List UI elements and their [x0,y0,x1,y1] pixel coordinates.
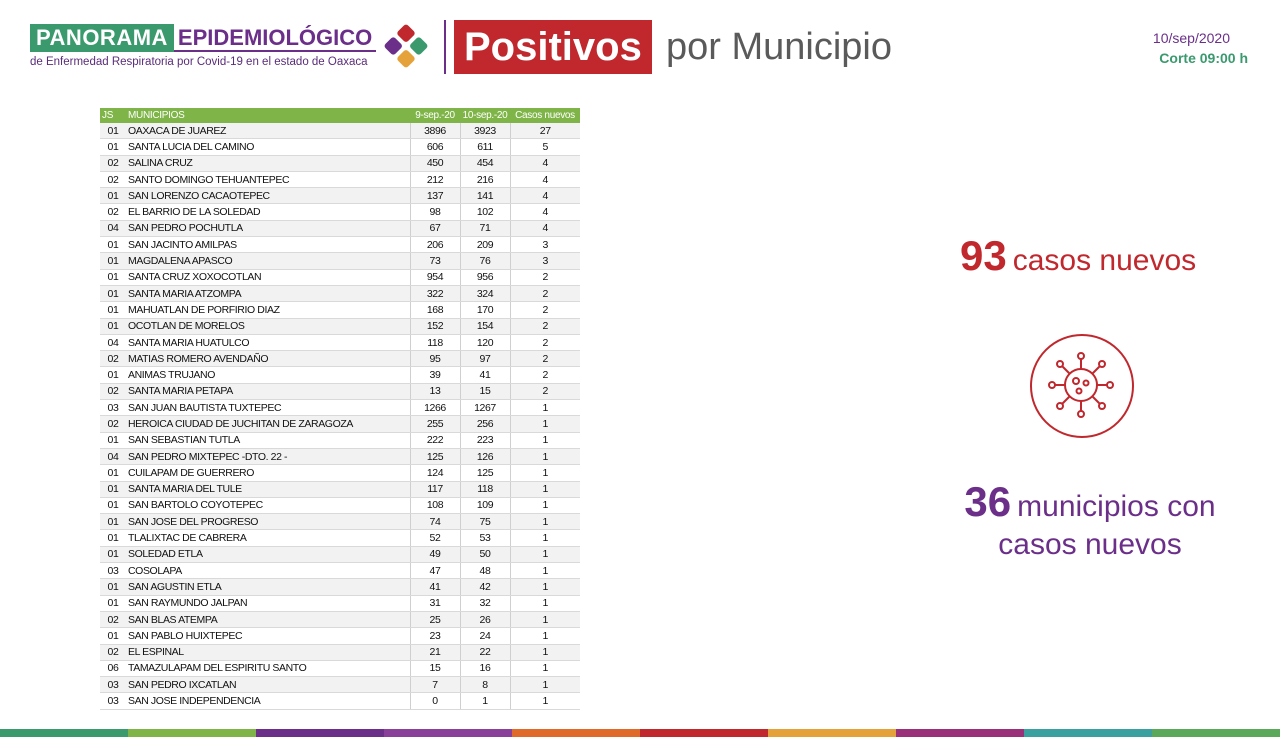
cell-municipio: SAN PABLO HUIXTEPEC [126,628,410,644]
cell-9-sep: 1266 [410,400,460,416]
cell-9-sep: 67 [410,220,460,236]
cell-casos-nuevos: 1 [510,677,580,693]
municipios-label-1: municipios con [1017,490,1216,523]
cell-9-sep: 124 [410,465,460,481]
cell-js: 01 [100,481,126,497]
table-row [100,269,580,285]
cell-municipio: TLALIXTAC DE CABRERA [126,530,410,546]
table-row [100,123,580,139]
cell-10-sep: 75 [460,514,510,530]
cell-10-sep: 454 [460,155,510,171]
stripe-segment [256,729,384,737]
virus-badge [1030,334,1134,438]
table-row [100,204,580,220]
cell-9-sep: 125 [410,448,460,464]
cell-casos-nuevos: 5 [510,139,580,155]
cell-casos-nuevos: 3 [510,253,580,269]
table-row [100,514,580,530]
cell-casos-nuevos: 4 [510,171,580,187]
cell-js: 01 [100,139,126,155]
cell-js: 06 [100,660,126,676]
cell-js: 03 [100,563,126,579]
cell-municipio: SAN BARTOLO COYOTEPEC [126,497,410,513]
new-cases-stat [960,232,1196,280]
cell-municipio: CUILAPAM DE GUERRERO [126,465,410,481]
municipios-table [100,108,580,710]
table-row [100,285,580,301]
cell-js: 02 [100,416,126,432]
table-row [100,579,580,595]
municipios-stat-line1 [930,478,1250,526]
table-row [100,383,580,399]
table-row [100,628,580,644]
cell-9-sep: 606 [410,139,460,155]
table-body [100,123,580,709]
brand-panorama: PANORAMA [30,24,174,52]
stripe-segment [768,729,896,737]
cell-js: 01 [100,123,126,139]
cell-js: 01 [100,432,126,448]
cell-10-sep: 16 [460,660,510,676]
cell-10-sep: 15 [460,383,510,399]
cell-9-sep: 41 [410,579,460,595]
cell-10-sep: 71 [460,220,510,236]
cell-casos-nuevos: 1 [510,465,580,481]
cell-casos-nuevos: 1 [510,563,580,579]
cell-9-sep: 450 [410,155,460,171]
stripe-segment [512,729,640,737]
cell-10-sep: 209 [460,237,510,253]
cell-9-sep: 108 [410,497,460,513]
cell-municipio: SANTA LUCIA DEL CAMINO [126,139,410,155]
cell-municipio: SAN SEBASTIAN TUTLA [126,432,410,448]
cell-casos-nuevos: 3 [510,237,580,253]
cell-casos-nuevos: 1 [510,416,580,432]
new-cases-label: casos nuevos [1012,244,1197,277]
header-js: JS [100,108,126,123]
cell-municipio: SAN JOSE DEL PROGRESO [126,514,410,530]
table-row [100,481,580,497]
stripe-segment [640,729,768,737]
cell-10-sep: 22 [460,644,510,660]
cell-9-sep: 23 [410,628,460,644]
cell-10-sep: 154 [460,318,510,334]
stripe-segment [0,729,128,737]
cell-9-sep: 31 [410,595,460,611]
cell-casos-nuevos: 1 [510,693,580,709]
table-row [100,660,580,676]
cell-10-sep: 76 [460,253,510,269]
table-row [100,237,580,253]
cell-js: 01 [100,595,126,611]
header-municipios: MUNICIPIOS [126,108,410,123]
cell-casos-nuevos: 2 [510,318,580,334]
cell-9-sep: 255 [410,416,460,432]
cell-municipio: SANTA MARIA ATZOMPA [126,285,410,301]
logo-icon [382,22,430,70]
cell-9-sep: 13 [410,383,460,399]
cell-municipio: SANTA MARIA HUATULCO [126,334,410,350]
cell-js: 02 [100,383,126,399]
table-row [100,644,580,660]
table-row [100,400,580,416]
cell-casos-nuevos: 1 [510,448,580,464]
cell-9-sep: 137 [410,188,460,204]
brand-subtitle: de Enfermedad Respiratoria por Covid-19 en el estado de Oaxaca [30,56,368,68]
cell-municipio: SAN LORENZO CACAOTEPEC [126,188,410,204]
cell-municipio: EL BARRIO DE LA SOLEDAD [126,204,410,220]
header-divider [444,20,446,74]
cell-municipio: OAXACA DE JUAREZ [126,123,410,139]
cell-casos-nuevos: 2 [510,367,580,383]
cell-10-sep: 26 [460,611,510,627]
cell-10-sep: 611 [460,139,510,155]
cell-9-sep: 73 [410,253,460,269]
cell-10-sep: 126 [460,448,510,464]
table-row [100,367,580,383]
header-9-sep: 9-sep.-20 [410,108,460,123]
cell-js: 03 [100,400,126,416]
header-casos-nuevos: Casos nuevos [510,108,580,123]
cell-9-sep: 212 [410,171,460,187]
table-row [100,448,580,464]
cell-10-sep: 170 [460,302,510,318]
cell-js: 01 [100,514,126,530]
cell-municipio: SALINA CRUZ [126,155,410,171]
cell-js: 03 [100,677,126,693]
cell-casos-nuevos: 1 [510,595,580,611]
cell-js: 02 [100,204,126,220]
cell-casos-nuevos: 1 [510,432,580,448]
cell-9-sep: 206 [410,237,460,253]
cell-municipio: MAGDALENA APASCO [126,253,410,269]
cell-municipio: SAN PEDRO MIXTEPEC -DTO. 22 - [126,448,410,464]
cell-9-sep: 39 [410,367,460,383]
cell-9-sep: 47 [410,563,460,579]
cell-js: 01 [100,302,126,318]
cell-9-sep: 21 [410,644,460,660]
cell-10-sep: 1267 [460,400,510,416]
cell-casos-nuevos: 4 [510,204,580,220]
brand-title [30,24,376,52]
cell-casos-nuevos: 2 [510,285,580,301]
table-row [100,595,580,611]
cell-casos-nuevos: 1 [510,400,580,416]
cell-9-sep: 322 [410,285,460,301]
cell-9-sep: 3896 [410,123,460,139]
cell-9-sep: 7 [410,677,460,693]
cell-js: 03 [100,693,126,709]
cell-js: 01 [100,285,126,301]
table-row [100,318,580,334]
cell-9-sep: 117 [410,481,460,497]
municipios-stat [930,478,1250,562]
cell-municipio: SANTO DOMINGO TEHUANTEPEC [126,171,410,187]
table-row [100,188,580,204]
cell-9-sep: 98 [410,204,460,220]
cell-10-sep: 97 [460,351,510,367]
cell-casos-nuevos: 4 [510,188,580,204]
cell-js: 01 [100,367,126,383]
stripe-segment [384,729,512,737]
cell-10-sep: 32 [460,595,510,611]
cell-10-sep: 109 [460,497,510,513]
cell-js: 01 [100,579,126,595]
cell-municipio: SANTA MARIA DEL TULE [126,481,410,497]
municipios-number: 36 [964,478,1012,525]
cell-municipio: SANTA MARIA PETAPA [126,383,410,399]
cell-9-sep: 74 [410,514,460,530]
cell-municipio: SAN JACINTO AMILPAS [126,237,410,253]
table-row [100,334,580,350]
table-header-row [100,108,580,123]
table-row [100,677,580,693]
cell-10-sep: 216 [460,171,510,187]
cell-casos-nuevos: 1 [510,497,580,513]
cell-9-sep: 0 [410,693,460,709]
municipios-table-container [100,108,580,710]
cell-9-sep: 25 [410,611,460,627]
table-row [100,220,580,236]
cell-9-sep: 222 [410,432,460,448]
cell-10-sep: 53 [460,530,510,546]
table-row [100,155,580,171]
cell-municipio: OCOTLAN DE MORELOS [126,318,410,334]
title-positivos: Positivos [454,20,652,74]
cell-10-sep: 24 [460,628,510,644]
cell-municipio: TAMAZULAPAM DEL ESPIRITU SANTO [126,660,410,676]
cell-10-sep: 50 [460,546,510,562]
cell-10-sep: 324 [460,285,510,301]
stripe-segment [1024,729,1152,737]
table-row [100,351,580,367]
cell-casos-nuevos: 1 [510,530,580,546]
cell-9-sep: 15 [410,660,460,676]
cell-10-sep: 102 [460,204,510,220]
cell-10-sep: 42 [460,579,510,595]
cell-js: 01 [100,188,126,204]
cell-casos-nuevos: 1 [510,644,580,660]
cell-js: 01 [100,253,126,269]
stripe-segment [896,729,1024,737]
table-row [100,497,580,513]
table-row [100,416,580,432]
cell-10-sep: 956 [460,269,510,285]
cell-js: 01 [100,237,126,253]
cell-municipio: MATIAS ROMERO AVENDAÑO [126,351,410,367]
title-por-municipio: por Municipio [666,26,892,68]
cell-js: 01 [100,628,126,644]
cell-10-sep: 1 [460,693,510,709]
table-row [100,693,580,709]
bottom-color-stripe [0,729,1280,737]
cell-casos-nuevos: 1 [510,579,580,595]
cell-js: 01 [100,318,126,334]
table-row [100,465,580,481]
cell-10-sep: 120 [460,334,510,350]
table-row [100,546,580,562]
table-row [100,302,580,318]
cell-casos-nuevos: 2 [510,334,580,350]
cell-casos-nuevos: 2 [510,351,580,367]
cell-js: 01 [100,465,126,481]
cell-10-sep: 125 [460,465,510,481]
cell-casos-nuevos: 1 [510,514,580,530]
cell-municipio: COSOLAPA [126,563,410,579]
cell-js: 02 [100,611,126,627]
cell-js: 02 [100,351,126,367]
table-row [100,139,580,155]
cell-municipio: EL ESPINAL [126,644,410,660]
table-row [100,530,580,546]
brand-epidemiologico: EPIDEMIOLÓGICO [174,24,376,52]
cell-casos-nuevos: 4 [510,220,580,236]
cell-casos-nuevos: 1 [510,481,580,497]
cell-casos-nuevos: 1 [510,628,580,644]
cell-9-sep: 49 [410,546,460,562]
brand-block [30,24,376,68]
table-row [100,563,580,579]
cell-10-sep: 41 [460,367,510,383]
new-cases-number: 93 [960,232,1007,279]
cell-casos-nuevos: 1 [510,611,580,627]
cell-js: 02 [100,644,126,660]
cell-10-sep: 48 [460,563,510,579]
cell-casos-nuevos: 4 [510,155,580,171]
table-row [100,611,580,627]
cell-municipio: SAN AGUSTIN ETLA [126,579,410,595]
cell-10-sep: 8 [460,677,510,693]
cell-js: 01 [100,530,126,546]
cell-casos-nuevos: 2 [510,302,580,318]
table-row [100,253,580,269]
cell-10-sep: 223 [460,432,510,448]
cell-casos-nuevos: 1 [510,660,580,676]
cell-casos-nuevos: 2 [510,383,580,399]
virus-icon [1046,350,1116,420]
cell-casos-nuevos: 2 [510,269,580,285]
cell-9-sep: 118 [410,334,460,350]
cell-municipio: SAN PEDRO IXCATLAN [126,677,410,693]
cell-9-sep: 954 [410,269,460,285]
cell-9-sep: 152 [410,318,460,334]
stripe-segment [128,729,256,737]
cell-casos-nuevos: 27 [510,123,580,139]
header [30,20,1270,80]
cell-js: 02 [100,155,126,171]
cell-js: 01 [100,546,126,562]
cell-municipio: MAHUATLAN DE PORFIRIO DIAZ [126,302,410,318]
cell-9-sep: 52 [410,530,460,546]
cell-js: 04 [100,220,126,236]
report-date: 10/sep/2020 [1152,30,1230,46]
cell-10-sep: 3923 [460,123,510,139]
cell-10-sep: 256 [460,416,510,432]
cell-casos-nuevos: 1 [510,546,580,562]
report-cutoff: Corte 09:00 h [1159,50,1248,66]
cell-municipio: SAN PEDRO POCHUTLA [126,220,410,236]
header-10-sep: 10-sep.-20 [460,108,510,123]
cell-municipio: SAN RAYMUNDO JALPAN [126,595,410,611]
table-row [100,171,580,187]
cell-9-sep: 168 [410,302,460,318]
cell-js: 04 [100,448,126,464]
cell-municipio: SOLEDAD ETLA [126,546,410,562]
cell-9-sep: 95 [410,351,460,367]
cell-municipio: HEROICA CIUDAD DE JUCHITAN DE ZARAGOZA [126,416,410,432]
cell-js: 01 [100,269,126,285]
stripe-segment [1152,729,1280,737]
cell-js: 01 [100,497,126,513]
cell-js: 04 [100,334,126,350]
municipios-label-2: casos nuevos [998,528,1182,561]
cell-municipio: ANIMAS TRUJANO [126,367,410,383]
cell-municipio: SAN JUAN BAUTISTA TUXTEPEC [126,400,410,416]
cell-municipio: SAN JOSE INDEPENDENCIA [126,693,410,709]
cell-municipio: SAN BLAS ATEMPA [126,611,410,627]
cell-10-sep: 118 [460,481,510,497]
cell-municipio: SANTA CRUZ XOXOCOTLAN [126,269,410,285]
cell-10-sep: 141 [460,188,510,204]
table-row [100,432,580,448]
cell-js: 02 [100,171,126,187]
